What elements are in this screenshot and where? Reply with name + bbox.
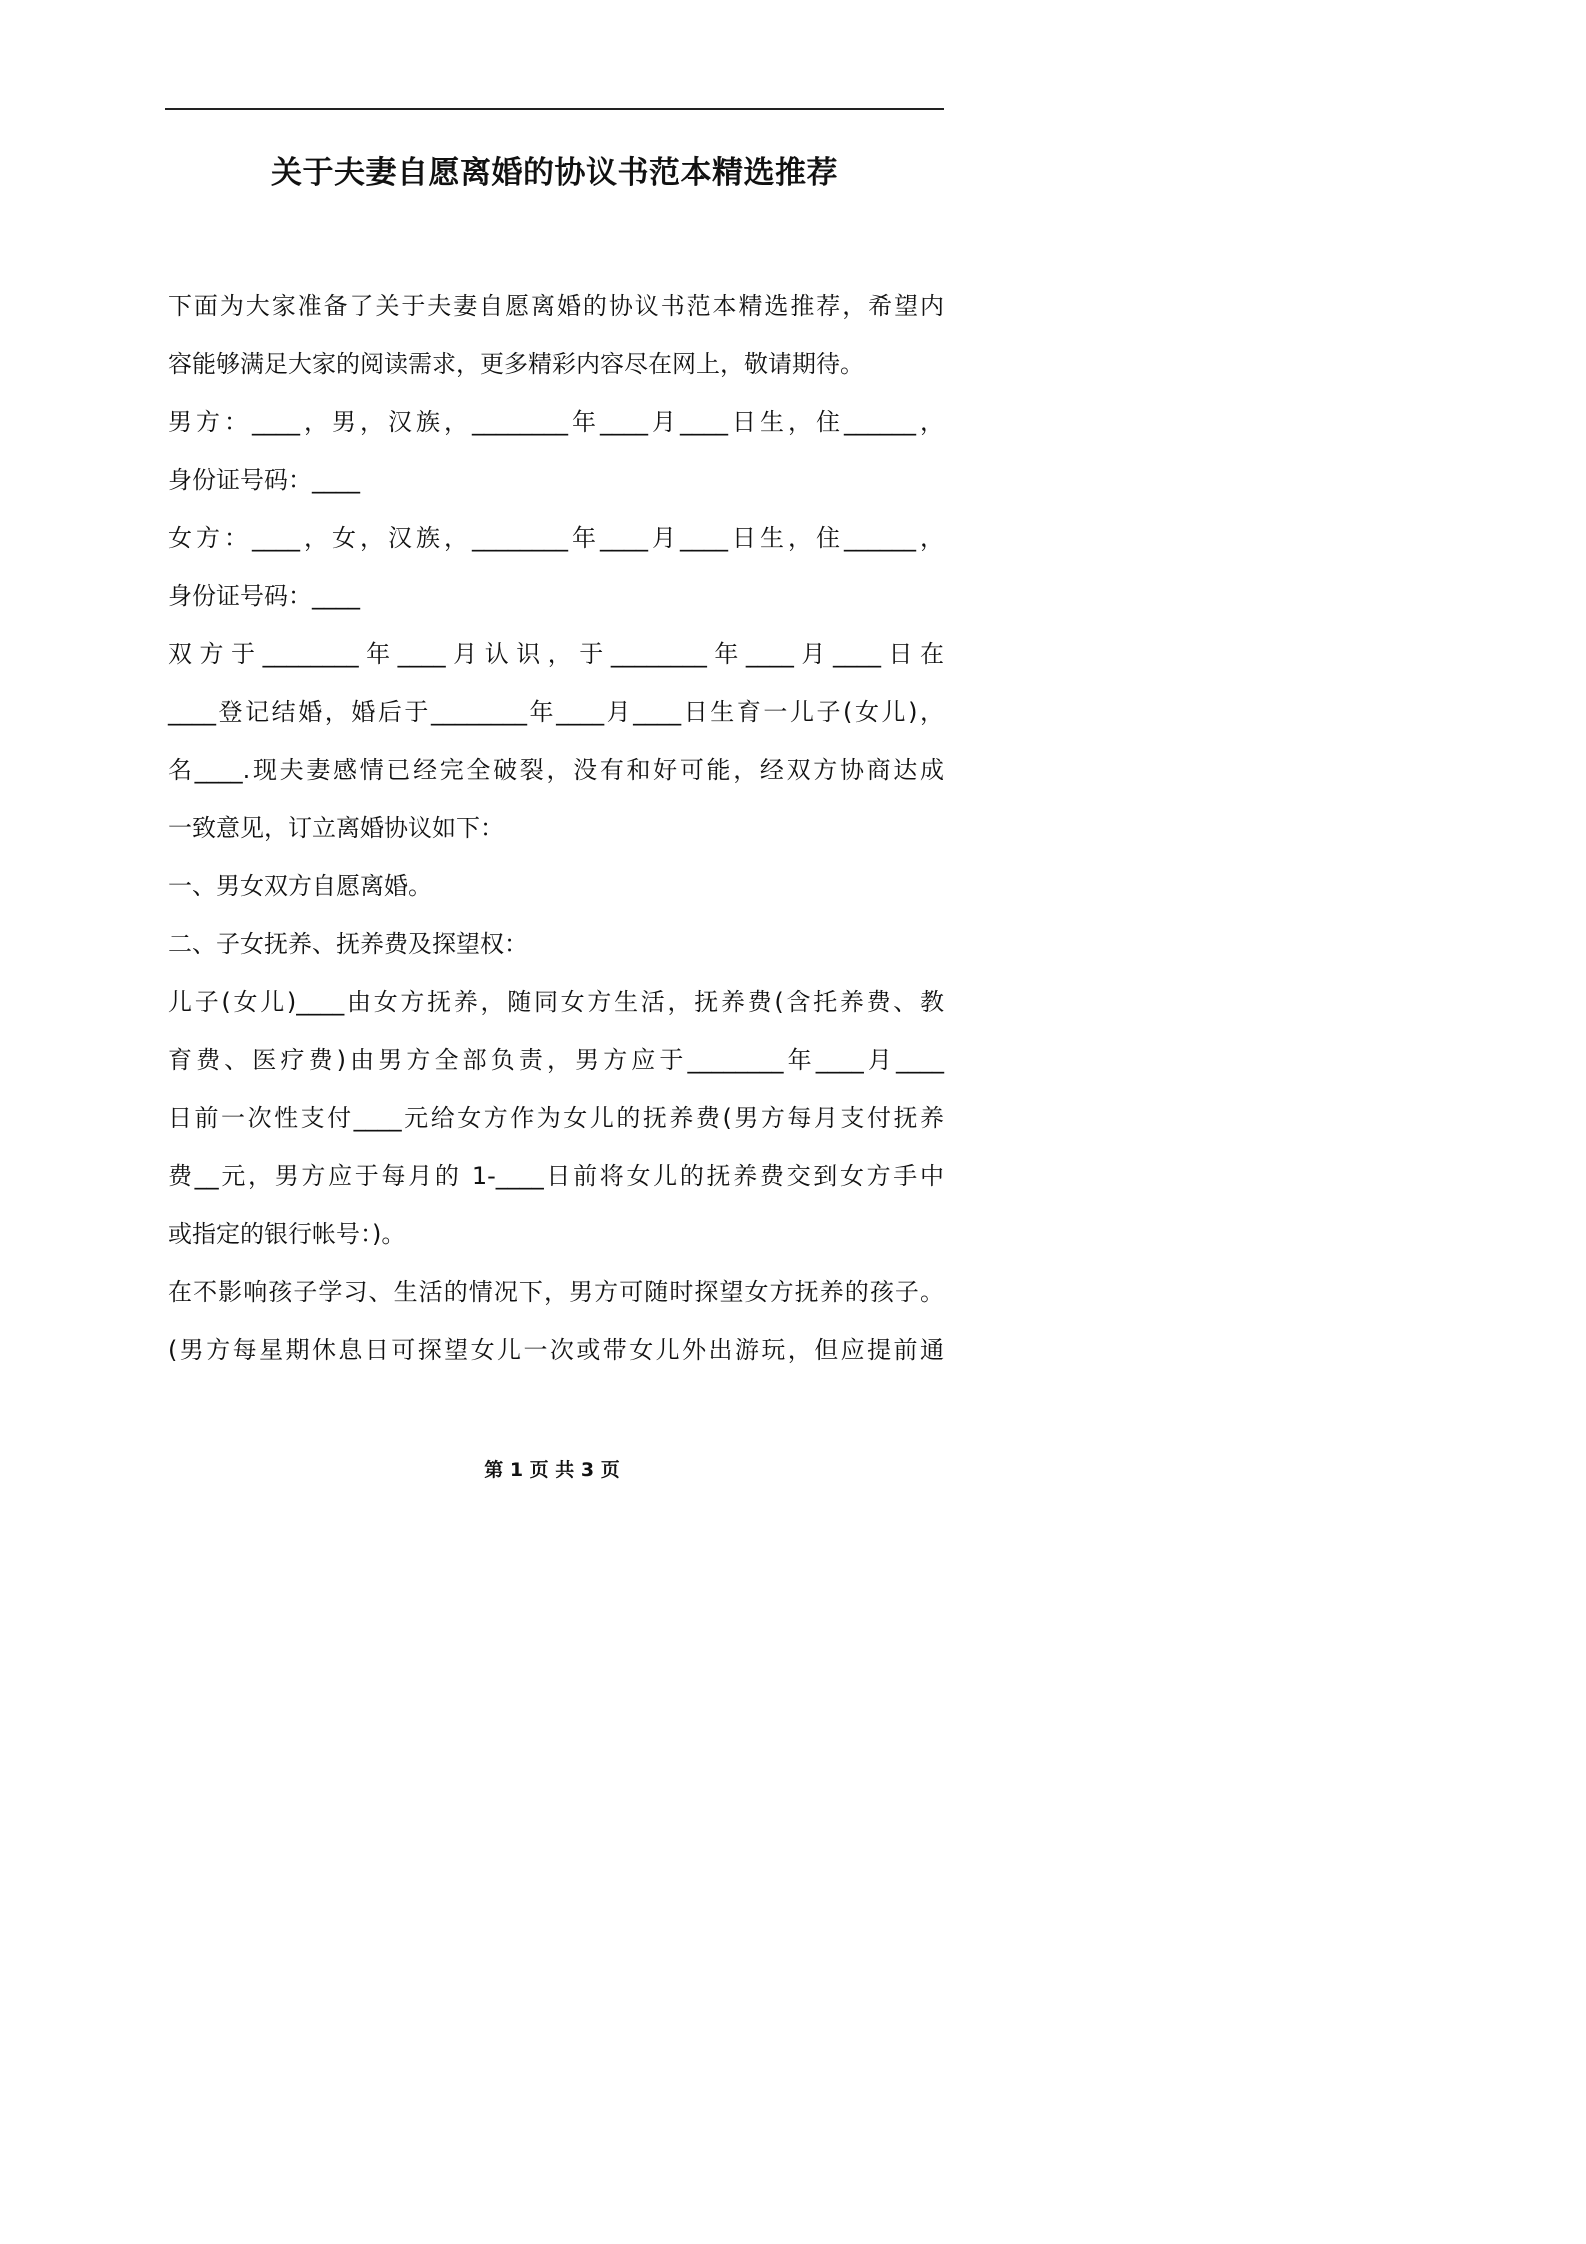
body-line: 日前一次性支付____元给女方作为女儿的抚养费(男方每月支付抚养 bbox=[168, 1104, 944, 1132]
document-title: 关于夫妻自愿离婚的协议书范本精选推荐 bbox=[271, 155, 838, 191]
body-line: 一致意见，订立离婚协议如下： bbox=[168, 814, 504, 842]
body-line: 二、子女抚养、抚养费及探望权： bbox=[168, 930, 528, 958]
body-line: 下面为大家准备了关于夫妻自愿离婚的协议书范本精选推荐，希望内 bbox=[168, 292, 944, 320]
body-line: 名____.现夫妻感情已经完全破裂，没有和好可能，经双方协商达成 bbox=[168, 756, 944, 784]
body-line: 容能够满足大家的阅读需求，更多精彩内容尽在网上，敬请期待。 bbox=[168, 350, 864, 378]
body-line: 一、男女双方自愿离婚。 bbox=[168, 872, 432, 900]
document-body bbox=[168, 283, 944, 1385]
body-line: 身份证号码：____ bbox=[168, 582, 360, 610]
body-line: 男方：____，男，汉族，________年____月____日生，住______， bbox=[168, 408, 944, 436]
header-divider bbox=[165, 108, 944, 110]
body-line: 育费、医疗费)由男方全部负责，男方应于________年____月____ bbox=[168, 1046, 944, 1074]
document-page bbox=[0, 0, 1104, 1562]
body-line: 在不影响孩子学习、生活的情况下，男方可随时探望女方抚养的孩子。 bbox=[168, 1278, 944, 1306]
body-line: 费__元，男方应于每月的 1-____日前将女儿的抚养费交到女方手中 bbox=[168, 1162, 944, 1190]
body-line: 儿子(女儿)____由女方抚养，随同女方生活，抚养费(含托养费、教 bbox=[168, 988, 944, 1016]
body-line: ____登记结婚，婚后于________年____月____日生育一儿子(女儿)， bbox=[168, 698, 944, 726]
page-number-footer: 第 1 页 共 3 页 bbox=[484, 1459, 620, 1481]
body-line: 身份证号码：____ bbox=[168, 466, 360, 494]
body-line: (男方每星期休息日可探望女儿一次或带女儿外出游玩，但应提前通 bbox=[168, 1336, 944, 1364]
body-line: 或指定的银行帐号：)。 bbox=[168, 1220, 406, 1248]
body-line: 双方于________年____月认识，于________年____月____日在 bbox=[168, 640, 944, 668]
body-line: 女方：____，女，汉族，________年____月____日生，住______， bbox=[168, 524, 944, 552]
